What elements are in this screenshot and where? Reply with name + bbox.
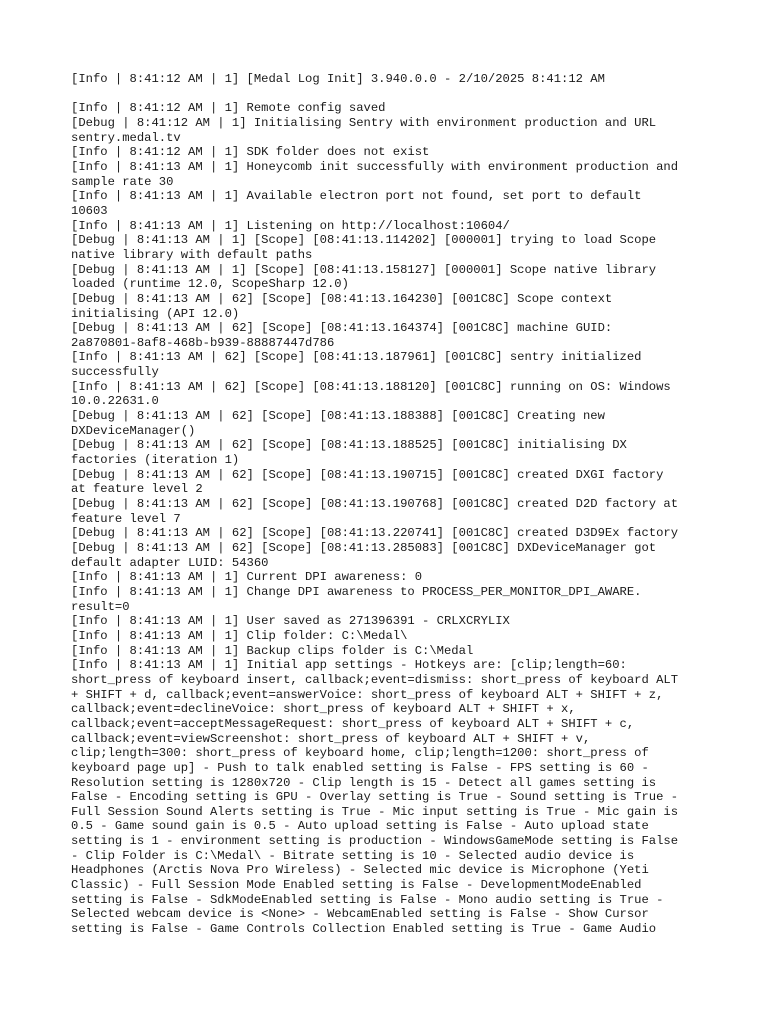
log-line: [Debug | 8:41:13 AM | 62] [Scope] [08:41:13.220741] [001C8C] created D3D9Ex factory [71, 526, 679, 541]
log-line: [Info | 8:41:13 AM | 1] Honeycomb init successfully with environment production and [71, 159, 679, 174]
log-line: [Debug | 8:41:13 AM | 62] [Scope] [08:41:13.285083] [001C8C] DXDeviceManager got [71, 541, 657, 555]
log-text [71, 72, 728, 937]
log-line: at feature level 2 [71, 482, 203, 497]
log-line: initialising (API 12.0) [71, 306, 240, 321]
log-line: [Debug | 8:41:13 AM | 62] [Scope] [08:41:13.188388] [001C8C] Creating new [71, 409, 605, 424]
log-line: 0.5 - Game sound gain is 0.5 - Auto upload setting is False - Auto upload state [71, 819, 649, 834]
log-line: Classic) - Full Session Mode Enabled setting is False - DevelopmentModeEnabled [71, 878, 642, 893]
log-line: factories (iteration 1) [71, 453, 240, 468]
log-line: callback;event=acceptMessageRequest: short_press of keyboard ALT + SHIFT + c, [71, 716, 635, 731]
log-line: [Info | 8:41:13 AM | 62] [Scope] [08:41:13.187961] [001C8C] sentry initialized [71, 350, 642, 365]
log-line: callback;event=viewScreenshot: short_press of keyboard ALT + SHIFT + v, [71, 731, 591, 746]
log-line: loaded (runtime 12.0, ScopeSharp 12.0) [71, 277, 349, 292]
log-line: [Debug | 8:41:13 AM | 62] [Scope] [08:41:13.190715] [001C8C] created DXGI factory [71, 467, 664, 482]
log-line: setting is False - Game Controls Collection Enabled setting is True - Game Audio [71, 922, 657, 937]
log-line: [Debug | 8:41:13 AM | 1] [Scope] [08:41:13.114202] [000001] trying to load Scope [71, 233, 657, 248]
log-line: [Info | 8:41:13 AM | 1] Current DPI awareness: 0 [71, 570, 423, 585]
log-line: [Debug | 8:41:13 AM | 62] [Scope] [08:41:13.190768] [001C8C] created D2D factory at [71, 497, 679, 512]
log-line: [Info | 8:41:13 AM | 1] Available electron port not found, set port to default [71, 189, 642, 204]
log-line: clip;length=300: short_press of keyboard home, clip;length=1200: short_press of [71, 746, 649, 761]
log-line: sample rate 30 [71, 174, 174, 189]
log-line: feature level 7 [71, 511, 181, 526]
log-line: setting is False - SdkModeEnabled setting is False - Mono audio setting is True - [71, 892, 664, 907]
log-line: [Info | 8:41:12 AM | 1] [Medal Log Init] 3.940.0.0 - 2/10/2025 8:41:12 AM [71, 72, 605, 86]
log-line: [Info | 8:41:13 AM | 62] [Scope] [08:41:13.188120] [001C8C] running on OS: Windows [71, 379, 671, 394]
log-line: Resolution setting is 1280x720 - Clip length is 15 - Detect all games setting is [71, 775, 657, 790]
log-line: [Debug | 8:41:13 AM | 62] [Scope] [08:41:13.164230] [001C8C] Scope context [71, 291, 613, 306]
log-line: native library with default paths [71, 247, 313, 262]
log-line: [Info | 8:41:13 AM | 1] Initial app settings - Hotkeys are: [clip;length=60: [71, 658, 627, 673]
log-line [71, 87, 728, 102]
log-line: short_press of keyboard insert, callback;event=dismiss: short_press of keyboard ALT [71, 672, 679, 687]
log-line: [Info | 8:41:13 AM | 1] User saved as 271396391 - CRLXCRYLIX [71, 614, 510, 629]
log-line: successfully [71, 365, 159, 380]
log-line: Full Session Sound Alerts setting is True - Mic input setting is True - Mic gain is [71, 804, 679, 819]
log-line: 10.0.22631.0 [71, 394, 159, 409]
log-line: [Info | 8:41:12 AM | 1] SDK folder does not exist [71, 145, 430, 160]
log-line: - Clip Folder is C:\Medal\ - Bitrate setting is 10 - Selected audio device is [71, 848, 635, 863]
log-line: [Debug | 8:41:12 AM | 1] Initialising Sentry with environment production and URL [71, 115, 657, 130]
log-line: callback;event=declineVoice: short_press of keyboard ALT + SHIFT + x, [71, 702, 576, 717]
log-line: [Info | 8:41:13 AM | 1] Change DPI awareness to PROCESS_PER_MONITOR_DPI_AWARE. [71, 584, 642, 599]
log-line: 10603 [71, 203, 108, 218]
log-line: [Info | 8:41:12 AM | 1] Remote config saved [71, 101, 386, 116]
log-line: [Debug | 8:41:13 AM | 62] [Scope] [08:41:13.164374] [001C8C] machine GUID: [71, 321, 613, 336]
log-line: [Info | 8:41:13 AM | 1] Listening on http://localhost:10604/ [71, 218, 510, 233]
log-line: 2a870801-8af8-468b-b939-88887447d786 [71, 335, 335, 350]
log-line: [Debug | 8:41:13 AM | 1] [Scope] [08:41:13.158127] [000001] Scope native library [71, 262, 657, 277]
log-line: Selected webcam device is <None> - WebcamEnabled setting is False - Show Cursor [71, 907, 649, 922]
log-line: default adapter LUID: 54360 [71, 555, 269, 570]
log-line: [Info | 8:41:13 AM | 1] Backup clips folder is C:\Medal [71, 643, 474, 658]
log-line: keyboard page up] - Push to talk enabled setting is False - FPS setting is 60 - [71, 760, 649, 775]
log-line: [Debug | 8:41:13 AM | 62] [Scope] [08:41:13.188525] [001C8C] initialising DX [71, 438, 627, 453]
log-line: False - Encoding setting is GPU - Overlay setting is True - Sound setting is True - [71, 790, 679, 805]
log-line: sentry.medal.tv [71, 130, 181, 145]
log-line: Headphones (Arctis Nova Pro Wireless) - Selected mic device is Microphone (Yeti [71, 863, 649, 878]
log-line: [Info | 8:41:13 AM | 1] Clip folder: C:\Medal\ [71, 628, 408, 643]
log-line: + SHIFT + d, callback;event=answerVoice: short_press of keyboard ALT + SHIFT + z, [71, 687, 664, 702]
log-line: DXDeviceManager() [71, 423, 196, 438]
log-line: setting is 1 - environment setting is production - WindowsGameMode setting is False [71, 834, 679, 849]
log-line: result=0 [71, 599, 130, 614]
